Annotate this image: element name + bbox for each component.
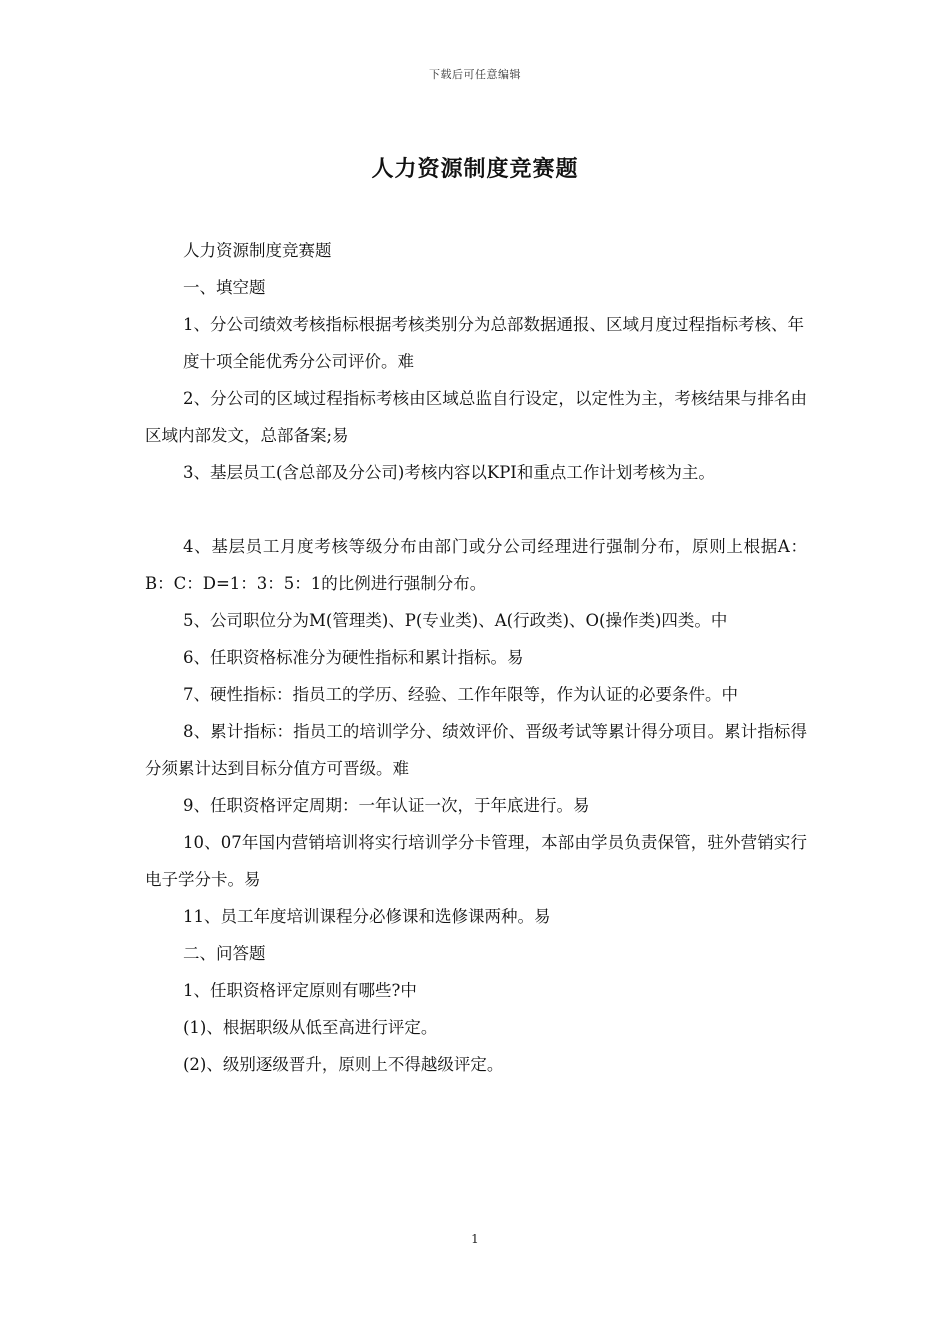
paragraph-item-8: 8、累计指标：指员工的培训学分、绩效评价、晋级考试等累计得分项目。累计指标得分须累计达到目标分值方可晋级。难	[145, 722, 807, 778]
document-body	[145, 232, 807, 1083]
paragraph-item-1: 1、分公司绩效考核指标根据考核类别分为总部数据通报、区域月度过程指标考核、年	[183, 315, 804, 334]
document-title: 人力资源制度竞赛题	[371, 156, 579, 182]
paragraph-answer-1-1: (1)、根据职级从低至高进行评定。	[183, 1018, 438, 1037]
section-heading-qa: 二、问答题	[183, 944, 266, 963]
paragraph-item-2: 2、分公司的区域过程指标考核由区域总监自行设定，以定性为主，考核结果与排名由区域内部发文，总部备案;易	[145, 389, 807, 445]
paragraph-item-9: 9、任职资格评定周期：一年认证一次，于年底进行。易	[183, 796, 590, 815]
paragraph-item-4: 4、基层员工月度考核等级分布由部门或分公司经理进行强制分布，原则上根据A：B：C：D=1：3：5：1的比例进行强制分布。	[145, 537, 807, 593]
paragraph-item-5: 5、公司职位分为M(管理类)、P(专业类)、A(行政类)、O(操作类)四类。中	[183, 611, 728, 630]
section-heading-fill-in: 一、填空题	[183, 278, 266, 297]
header-note: 下载后可任意编辑	[429, 68, 521, 81]
paragraph-item-1-cont: 度十项全能优秀分公司评价。难	[183, 352, 414, 371]
paragraph-item-11: 11、员工年度培训课程分必修课和选修课两种。易	[183, 907, 551, 926]
paragraph-item-7: 7、硬性指标：指员工的学历、经验、工作年限等，作为认证的必要条件。中	[183, 685, 738, 704]
paragraph-question-1: 1、任职资格评定原则有哪些?中	[183, 981, 417, 1000]
paragraph-subtitle: 人力资源制度竞赛题	[183, 241, 332, 260]
page-number: 1	[471, 1232, 479, 1246]
paragraph-answer-1-2: (2)、级别逐级晋升，原则上不得越级评定。	[183, 1055, 504, 1074]
paragraph-item-6: 6、任职资格标准分为硬性指标和累计指标。易	[183, 648, 524, 667]
paragraph-item-10: 10、07年国内营销培训将实行培训学分卡管理，本部由学员负责保管，驻外营销实行电子学分卡。易	[145, 833, 807, 889]
paragraph-item-3: 3、基层员工(含总部及分公司)考核内容以KPI和重点工作计划考核为主。	[183, 463, 715, 482]
